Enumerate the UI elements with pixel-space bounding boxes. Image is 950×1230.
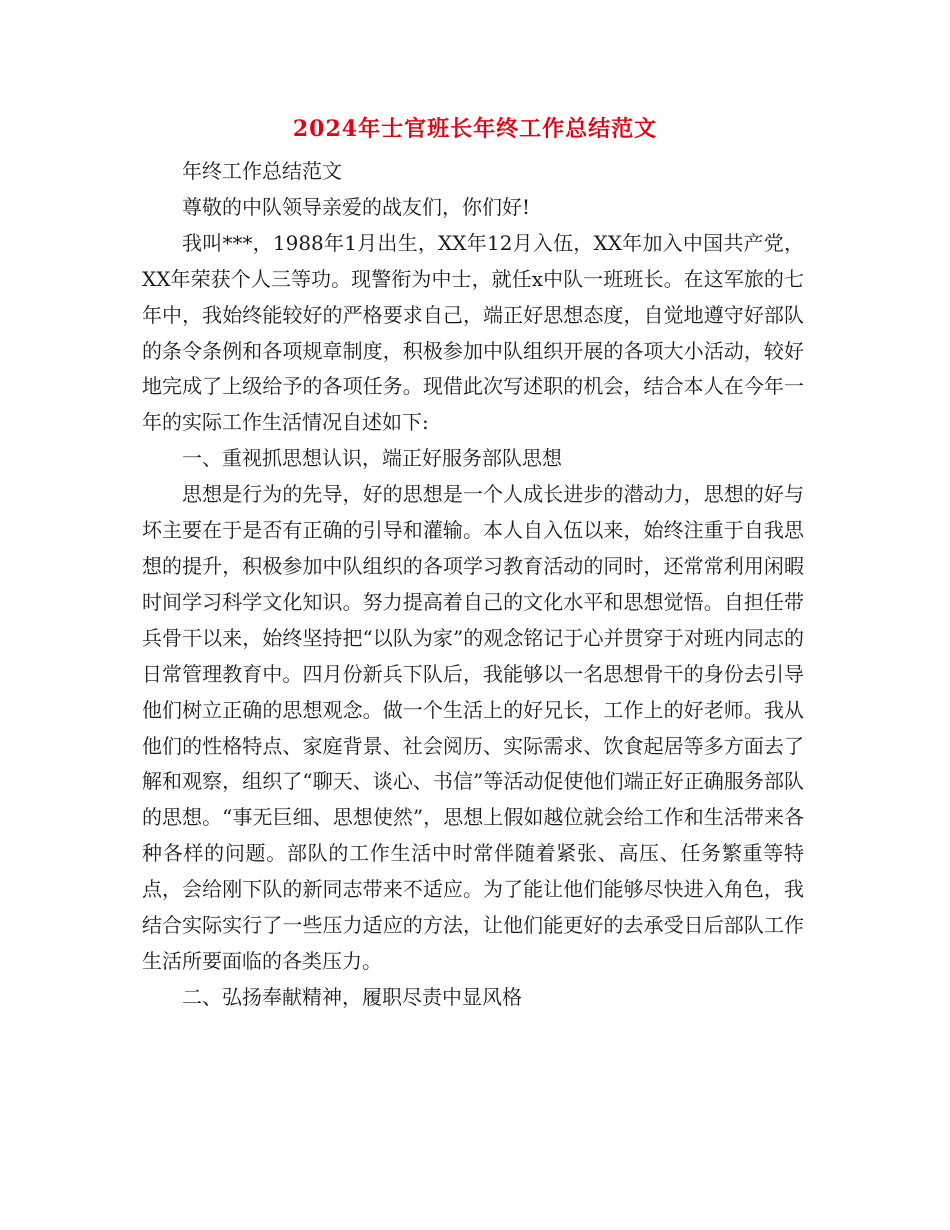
section-heading-1: 一、重视抓思想认识，端正好服务部队思想 — [182, 446, 562, 471]
section-heading-2: 二、弘扬奉献精神，履职尽责中显风格 — [182, 984, 522, 1009]
document-title: 2024年士官班长年终工作总结范文 — [292, 116, 658, 142]
paragraph-intro: 我叫***，1988年1月出生，XX年12月入伍，XX年加入中国共产党，XX年荣获个人三等功。现警衔为中士，就任x中队一班班长。在这军旅的七年中，我始终能较好的严格要求自己，端正好思想态度，自觉地遵守好部队的条令条例和各项规章制度，积极参加中队组织开展的各项大小活动，较好地完成了上级给予的各项任务。现借此次写述职的机会，结合本人在今年一年的实际工作生活情况自述如下: — [142, 230, 804, 435]
paragraph-subtitle: 年终工作总结范文 — [182, 159, 342, 183]
paragraph-greeting: 尊敬的中队领导亲爱的战友们，你们好! — [182, 194, 531, 219]
document-body — [142, 154, 804, 1016]
paragraph-section-1: 思想是行为的先导，好的思想是一个人成长进步的潜动力，思想的好与坏主要在于是否有正确的引导和灌输。本人自入伍以来，始终注重于自我思想的提升，积极参加中队组织的各项学习教育活动的同时，还常常利用闲暇时间学习科学文化知识。努力提高着自己的文化水平和思想觉悟。自担任带兵骨干以来，始终坚持把“以队为家”的观念铭记于心并贯穿于对班内同志的日常管理教育中。四月份新兵下队后，我能够以一名思想骨干的身份去引导他们树立正确的思想观念。做一个生活上的好兄长，工作上的好老师。我从他们的性格特点、家庭背景、社会阅历、实际需求、饮食起居等多方面去了解和观察，组织了“聊天、谈心、书信”等活动促使他们端正好正确服务部队的思想。“事无巨细、思想使然”，思想上假如越位就会给工作和生活带来各种各样的问题。部队的工作生活中时常伴随着紧张、高压、任务繁重等特点，会给刚下队的新同志带来不适应。为了能让他们能够尽快进入角色，我结合实际实行了一些压力适应的方法，让他们能更好的去承受日后部队工作生活所要面临的各类压力。 — [142, 482, 804, 973]
